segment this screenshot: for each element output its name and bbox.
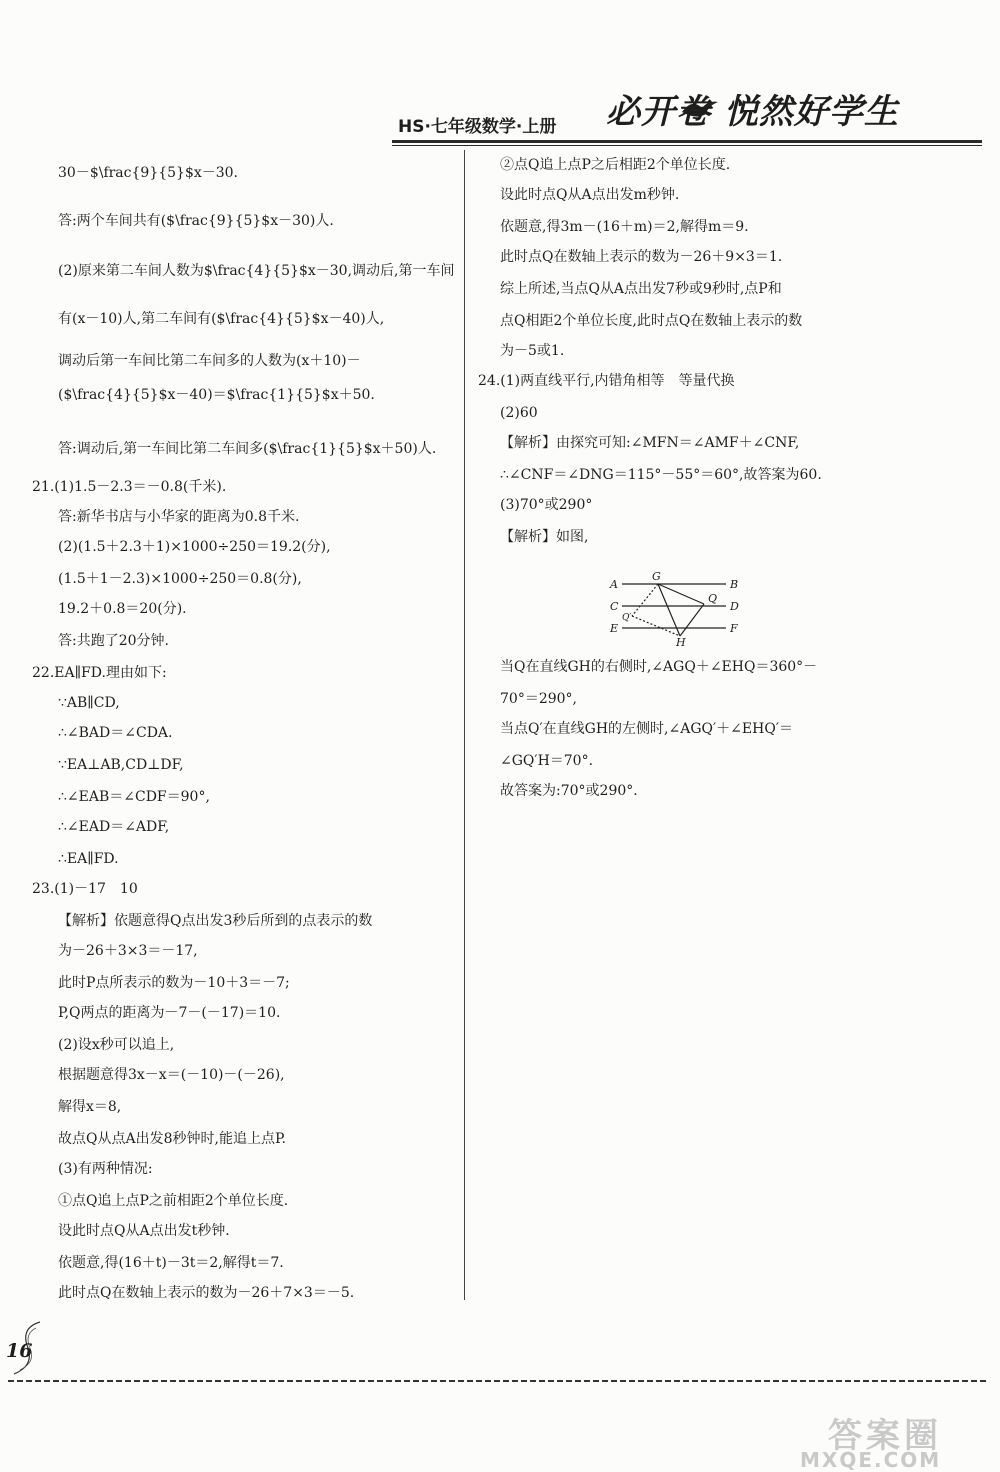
label-A: A bbox=[610, 578, 618, 591]
text-line: 设此时点Q从A点出发m秒钟. bbox=[500, 187, 680, 203]
page-number: 16 bbox=[6, 1340, 33, 1362]
text-line: ①点Q追上点P之前相距2个单位长度. bbox=[58, 1193, 289, 1209]
text-line: 答:新华书店与小华家的距离为0.8千米. bbox=[58, 509, 300, 525]
header-title: HS·七年级数学·上册 bbox=[398, 117, 557, 137]
label-G: G bbox=[652, 570, 661, 583]
text-line: ∴∠EAB＝∠CDF＝90°, bbox=[58, 789, 210, 805]
text-line: P,Q两点的距离为－7－(－17)＝10. bbox=[58, 1005, 281, 1021]
text-line: (3)70°或290° bbox=[500, 497, 593, 513]
text-line: ∠GQ′H＝70°. bbox=[500, 753, 594, 769]
text-line: ($\frac{4}{5}$x－40)＝$\frac{1}{5}$x＋50. bbox=[58, 387, 375, 403]
text-line: 设此时点Q从A点出发t秒钟. bbox=[58, 1223, 230, 1239]
text-line: 解得x＝8, bbox=[58, 1099, 122, 1115]
text-line: 此时P点所表示的数为－10＋3＝－7; bbox=[58, 975, 290, 991]
watermark bbox=[740, 1408, 990, 1472]
text-line: 当Q在直线GH的右侧时,∠AGQ＋∠EHQ＝360°－ bbox=[500, 659, 818, 675]
text-line: 根据题意得3x－x＝(－10)－(－26), bbox=[58, 1067, 285, 1083]
text-line: 答:两个车间共有($\frac{9}{5}$x－30)人. bbox=[58, 213, 334, 229]
text-line: ∴∠BAD＝∠CDA. bbox=[58, 725, 173, 741]
watermark-logo: 答案圈 bbox=[828, 1416, 942, 1456]
text-line: (2)原来第二车间人数为$\frac{4}{5}$x－30,调动后,第一车间 bbox=[58, 263, 455, 279]
text-line: ∵EA⊥AB,CD⊥DF, bbox=[58, 757, 184, 773]
question-21: 21.(1)1.5－2.3＝－0.8(千米). bbox=[32, 479, 227, 495]
label-C: C bbox=[610, 600, 619, 613]
text-line: ②点Q追上点P之后相距2个单位长度. bbox=[500, 157, 731, 173]
text-line: 答:调动后,第一车间比第二车间多($\frac{1}{5}$x＋50)人. bbox=[58, 441, 437, 457]
text-line: 【解析】依题意得Q点出发3秒后所到的点表示的数 bbox=[58, 913, 373, 929]
text-line: (1.5＋1－2.3)×1000÷250＝0.8(分), bbox=[58, 571, 302, 587]
label-E: E bbox=[610, 622, 619, 635]
text-line: 有(x－10)人,第二车间有($\frac{4}{5}$x－40)人, bbox=[58, 311, 385, 327]
brand-logo: 必开卷 悦然好学生 bbox=[606, 92, 899, 132]
text-line: (3)有两种情况: bbox=[58, 1161, 153, 1177]
footer-rule bbox=[8, 1380, 988, 1382]
text-line: 当点Q′在直线GH的左侧时,∠AGQ′＋∠EHQ′＝ bbox=[500, 721, 793, 737]
label-B: B bbox=[730, 578, 739, 591]
column-divider bbox=[464, 150, 465, 1300]
text-line: 依题意,得3m－(16＋m)＝2,解得m＝9. bbox=[500, 219, 749, 235]
text-line: 70°＝290°, bbox=[500, 691, 577, 707]
text-line: (2)(1.5＋2.3＋1)×1000÷250＝19.2(分), bbox=[58, 539, 331, 555]
text-line: 此时点Q在数轴上表示的数为－26＋9×3＝1. bbox=[500, 249, 783, 265]
text-line: 【解析】由探究可知:∠MFN＝∠AMF＋∠CNF, bbox=[500, 435, 800, 451]
text-line: ∴∠EAD＝∠ADF, bbox=[58, 819, 170, 835]
label-Q-prime: Q′ bbox=[622, 613, 632, 623]
text-line: ∴∠CNF＝∠DNG＝115°－55°＝60°,故答案为60. bbox=[500, 467, 822, 483]
header-rule-thin bbox=[392, 145, 982, 146]
text-line: 故点Q从点A出发8秒钟时,能追上点P. bbox=[58, 1131, 286, 1147]
label-H: H bbox=[676, 636, 686, 648]
text-line: 【解析】如图, bbox=[500, 529, 589, 545]
text-line: 此时点Q在数轴上表示的数为－26＋7×3＝－5. bbox=[58, 1285, 355, 1301]
text-line: 故答案为:70°或290°. bbox=[500, 783, 638, 799]
label-D: D bbox=[730, 600, 739, 613]
text-line: 依题意,得(16＋t)－3t＝2,解得t＝7. bbox=[58, 1255, 284, 1271]
question-24: 24.(1)两直线平行,内错角相等 等量代换 bbox=[478, 373, 735, 389]
text-line: (2)设x秒可以追上, bbox=[58, 1037, 175, 1053]
text-line: 答:共跑了20分钟. bbox=[58, 633, 169, 649]
label-Q: Q bbox=[708, 592, 718, 605]
geometry-figure bbox=[608, 568, 758, 648]
text-line: (2)60 bbox=[500, 405, 538, 421]
text-line: 综上所述,当点Q从A点出发7秒或9秒时,点P和 bbox=[500, 281, 782, 297]
question-22: 22.EA∥FD.理由如下: bbox=[32, 665, 167, 681]
text-line: 为－5或1. bbox=[500, 343, 565, 359]
text-line: ∵AB∥CD, bbox=[58, 695, 120, 711]
text-line: 调动后第一车间比第二车间多的人数为(x＋10)－ bbox=[58, 353, 361, 369]
text-line: 19.2＋0.8＝20(分). bbox=[58, 601, 187, 617]
watermark-url: MXQE.COM bbox=[800, 1448, 942, 1472]
text-line: ∴EA∥FD. bbox=[58, 851, 119, 867]
header-rule bbox=[392, 140, 982, 143]
text-line: 30－$\frac{9}{5}$x－30. bbox=[58, 165, 239, 181]
question-23: 23.(1)－17 10 bbox=[32, 881, 138, 897]
text-line: 点Q相距2个单位长度,此时点Q在数轴上表示的数 bbox=[500, 313, 803, 329]
text-line: 为－26＋3×3＝－17, bbox=[58, 943, 198, 959]
label-F: F bbox=[730, 622, 738, 635]
